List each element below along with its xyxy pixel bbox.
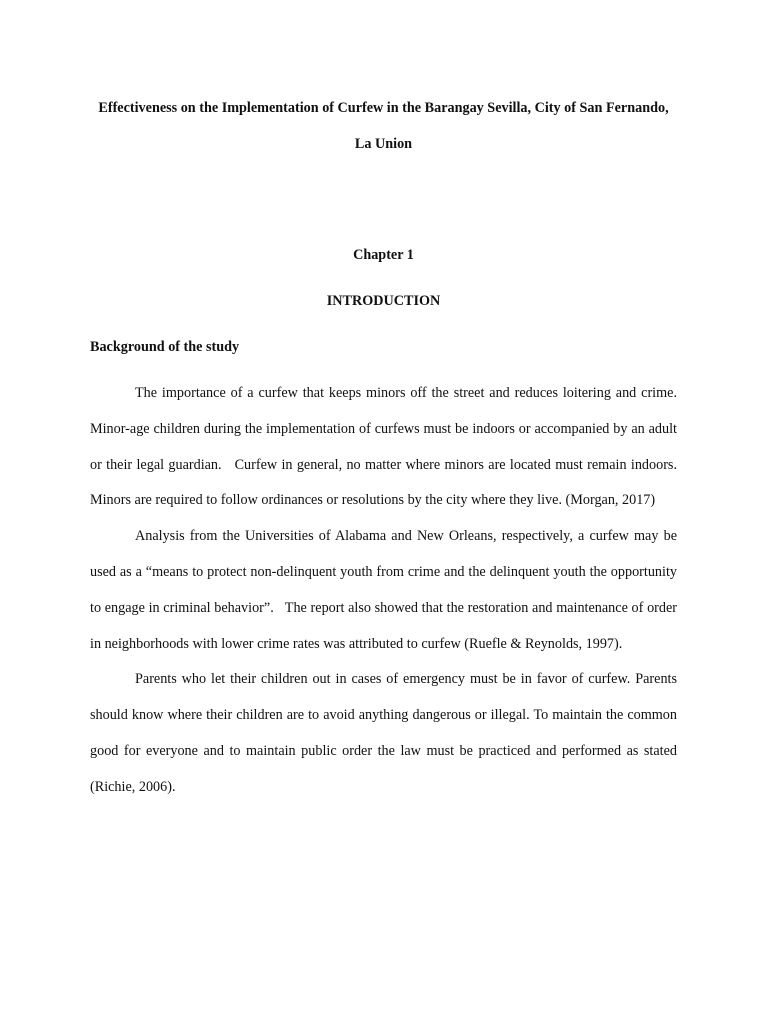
chapter-title: INTRODUCTION [326,293,441,309]
paragraph-3: Parents who let their children out in cases of emergency must be in favor of curfew. Parents should know where their children are to avoid anything dangerous or illegal. To maintain the common good for everyone and to maintain public order the law must be practiced and performed as stated (Richie, 2006). [90,671,677,795]
chapter-number: Chapter 1 [353,247,414,263]
section-heading: Background of the study [90,339,240,355]
paragraph-1: The importance of a curfew that keeps minors off the street and reduces loitering and crime. Minor-age children during the implementation of curfews must be indoors or accompanied by an adult or their legal guardian. Curfew in general, no matter where minors are located must remain indoors. Minors are required to follow ordinances or resolutions by the city where they live. (Morgan, 2017) [90,385,677,509]
paragraph-2: Analysis from the Universities of Alabama and New Orleans, respectively, a curfew may be used as a “means to protect non-delinquent youth from crime and the delinquent youth the opportunity to engage in criminal behavior”. The report also showed that the restoration and maintenance of order in neighborhoods with lower crime rates was attributed to curfew (Ruefle & Reynolds, 1997). [90,528,677,652]
document-body [90,90,677,806]
document-title: Effectiveness on the Implementation of Curfew in the Barangay Sevilla, City of San Fernando, La Union [98,100,669,152]
